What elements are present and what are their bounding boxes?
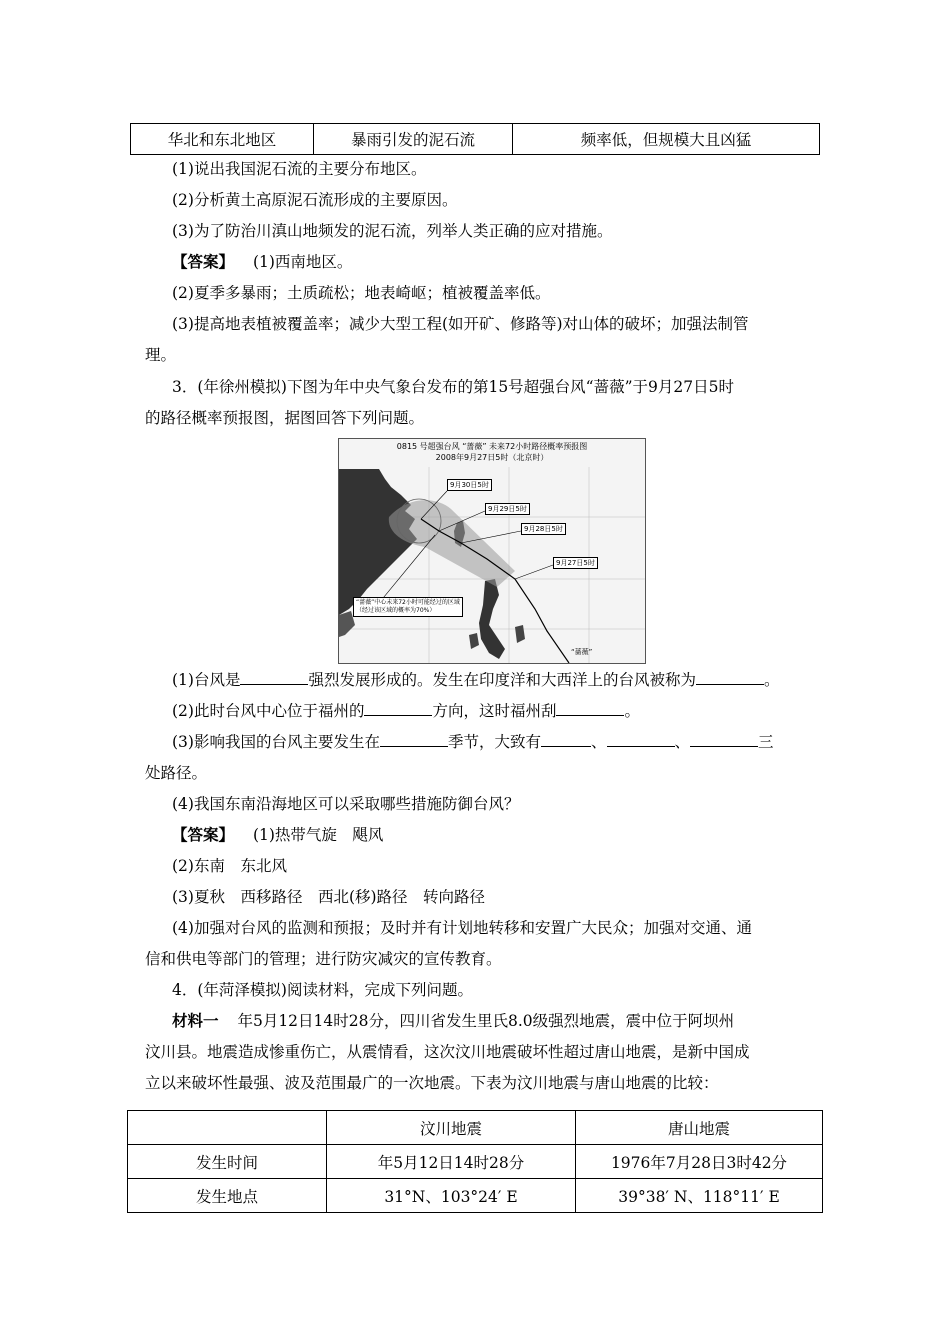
table-header-row [128,1111,823,1145]
answer-label: 【答案】 [172,252,235,271]
material-label: 材料一 [172,1011,219,1030]
answer-label: 【答案】 [172,825,235,844]
answer-blank[interactable] [240,670,308,685]
question-text: 三 [758,733,774,751]
table-cell: 发生时间 [128,1145,327,1179]
question-text: 、 [590,733,607,751]
answer-block-3 [172,825,383,845]
answer-blank[interactable] [696,670,764,685]
question-text: 方向，这时福州刮 [432,702,557,720]
time-label-0927: 9月27日5时 [553,557,598,569]
question-3-intro-cont: 的路径概率预报图，据图回答下列问题。 [145,409,425,427]
question-text: (2)此时台风中心位于福州的 [172,702,365,720]
map-title: 0815 号超强台风 “蔷薇” 未来72小时路径概率预报图 [396,442,588,451]
question-3-2 [172,701,640,721]
time-label-0928: 9月28日5时 [521,523,566,535]
question-4-intro: 4．(年菏泽模拟)阅读材料，完成下列问题。 [172,981,473,999]
answer-3-4: (4)加强对台风的监测和预报；及时并有计划地转移和安置广大民众；加强对交通、通 [172,919,752,937]
table-cell: 39°38′ N、118°11′ E [576,1179,823,1213]
answer-blank[interactable] [607,732,675,747]
question-text: 、 [674,733,691,751]
answer-2-3: (3)提高地表植被覆盖率；减少大型工程(如开矿、修路等)对山体的破坏；加强法制管 [172,315,749,333]
material-text-line2: 汶川县。地震造成惨重伤亡，从震情看，这次汶川地震破坏性超过唐山地震，是新中国成 [145,1043,750,1061]
table-cell: 1976年7月28日3时42分 [576,1145,823,1179]
answer-2-1: (1)西南地区。 [252,253,353,271]
table-cell: 暴雨引发的泥石流 [314,124,513,155]
question-2-3: (3)为了防治川滇山地频发的泥石流，列举人类正确的应对措施。 [172,222,613,240]
question-3-1 [172,670,780,690]
question-3-4: (4)我国东南沿海地区可以采取哪些措施防御台风？ [172,795,520,813]
question-text: 季节，大致有 [447,733,541,751]
question-text: 。 [763,671,780,689]
question-3-3-cont: 处路径。 [145,764,208,782]
answer-blank[interactable] [364,701,432,716]
question-3-3 [172,732,774,752]
answer-3-2: (2)东南 东北风 [172,857,287,875]
map-drawing [339,439,645,663]
answer-block-2 [172,252,352,272]
question-text: 。 [624,702,640,720]
question-text: (1)台风是 [172,671,241,689]
answer-blank[interactable] [380,732,448,747]
distribution-table [130,123,820,155]
question-text: 强烈发展形成的。发生在印度洋和大西洋上的台风被称为 [308,671,696,689]
time-label-0930: 9月30日5时 [447,479,492,491]
table-cell: 31°N、103°24′ E [327,1179,576,1213]
question-2-1: (1)说出我国泥石流的主要分布地区。 [172,160,427,178]
storm-name-label: “蔷薇” [571,648,593,656]
material-text-line3: 立以来破坏性最强、波及范围最广的一次地震。下表为汶川地震与唐山地震的比较： [145,1074,719,1092]
answer-3-1: (1)热带气旋 飓风 [252,826,384,844]
answer-2-3-cont: 理。 [145,346,177,364]
philippines-shape [479,579,505,659]
question-text: (3)影响我国的台风主要发生在 [172,733,380,751]
material-text: 年5月12日14时28分，四川省发生里氏8.0级强烈地震，震中位于阿坝州 [237,1012,735,1030]
earthquake-table [127,1110,823,1213]
answer-blank[interactable] [541,732,591,747]
map-subtitle: 2008年9月27日5时（北京时） [435,453,549,462]
cone-note-line2: （经过该区域的概率为70%） [356,607,436,614]
table-header-cell: 唐山地震 [576,1111,823,1145]
answer-3-3: (3)夏秋 西移路径 西北(移)路径 转向路径 [172,888,486,906]
mainland-shape [339,469,417,615]
cone-note [353,597,463,617]
answer-blank[interactable] [690,732,758,747]
answer-blank[interactable] [556,701,624,716]
table-header-cell [128,1111,327,1145]
question-2-2: (2)分析黄土高原泥石流形成的主要原因。 [172,191,458,209]
material-one [172,1011,734,1031]
table-header-cell: 汶川地震 [327,1111,576,1145]
answer-2-2: (2)夏季多暴雨；土质疏松；地表崎岖；植被覆盖率低。 [172,284,551,302]
question-3-intro: 3．(年徐州模拟)下图为年中央气象台发布的第15号超强台风“蔷薇”于9月27日5时 [172,378,734,396]
table-cell: 频率低，但规模大且凶猛 [513,124,820,155]
cone-note-line1: “蔷薇”中心未来72小时可能经过的区域 [356,599,460,606]
table-row [128,1179,823,1213]
table-cell: 华北和东北地区 [131,124,314,155]
time-label-0929: 9月29日5时 [485,503,530,515]
table-row [131,124,820,155]
answer-3-4-cont: 信和供电等部门的管理；进行防灾减灾的宣传教育。 [145,950,502,968]
table-cell: 发生地点 [128,1179,327,1213]
table-row [128,1145,823,1179]
typhoon-map [338,438,646,664]
table-cell: 年5月12日14时28分 [327,1145,576,1179]
